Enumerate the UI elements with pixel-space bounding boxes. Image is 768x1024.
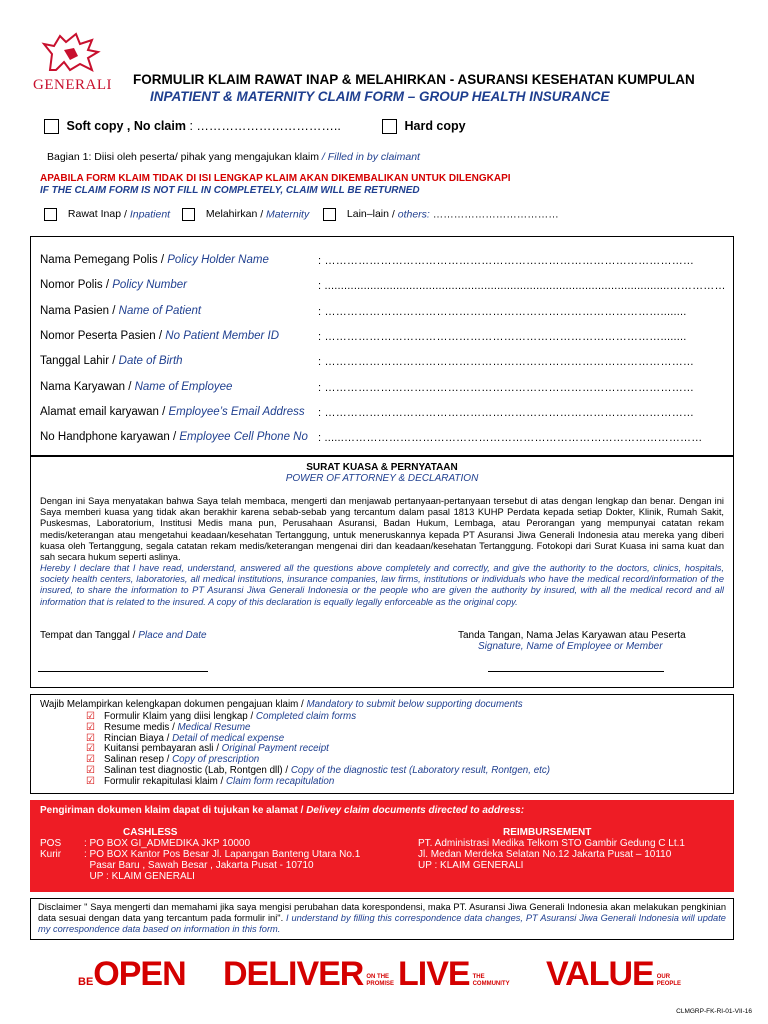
poa-title-indonesian: SURAT KUASA & PERNYATAAN — [306, 462, 458, 473]
field-label: Nomor Polis / Policy Number — [40, 279, 188, 291]
checked-box-icon: ☑ — [86, 732, 95, 744]
field-label: Nama Pemegang Polis / Policy Holder Name — [40, 254, 269, 266]
reimbursement-address-line: UP : KLAIM GENERALI — [418, 860, 524, 871]
poa-body-indonesian: Dengan ini Saya menyatakan bahwa Saya telah membaca, mengerti dan menjawab pertanyaan-pertanyaan tersebut di atas dengan lengkap dan benar. Dengan ini Saya memberi kuasa yang tidak akan berakhir karena sebab-sebab yang tercantum dalam pasal 1813 KUHP Perdata kepada setiap Dokter, Klinik, Rumah Sakit, Puskesmas, Laboratorium, Institusi Medis mana pun, Perusahaan Asuransi, Badan Hukum, Lembaga, atau Perorangan yang mempunyai catatan rekam medis/keterangan atau mengetahui keadaan/kesehatan Tertanggung, untuk meneruskannya kepada PT Asuransi Jiwa Generali Indonesia atau mereka yang diberi kuasa oleh Tertanggung, segala catatan rekam medis/keterangan mengenai diri dan keadaan/kesehatan Tertanggung. Fotokopi dari Surat Kuasa ini sama kuat dan sah secara hukum seperti aslinya. — [40, 496, 724, 563]
field-label: Nama Karyawan / Name of Employee — [40, 381, 233, 393]
section1-label: Bagian 1: Diisi oleh peserta/ pihak yang mengajukan klaim / Filled in by claimant — [47, 151, 420, 163]
footer-code: CLMGRP-FK-RI-01-VII-16 — [676, 1008, 752, 1015]
checked-box-icon: ☑ — [86, 775, 95, 787]
soft-copy-label: Soft copy , No claim — [66, 119, 186, 133]
generali-logo — [30, 30, 115, 93]
field-input[interactable]: : ……………………………………………………………………………………… — [318, 382, 695, 394]
maternity-checkbox[interactable] — [182, 208, 195, 221]
document-item: ☑ Rincian Biaya / Detail of medical expense — [86, 732, 285, 744]
field-label: No Handphone karyawan / Employee Cell Phone No — [40, 431, 308, 443]
checked-box-icon: ☑ — [86, 743, 95, 755]
soft-copy-dots: : …………………………….. — [189, 119, 341, 133]
field-label: Alamat email karyawan / Employee’s Email Address — [40, 406, 305, 418]
slogan-deliver: DELIVER ON THE PROMISE — [223, 955, 395, 993]
slogan-live: LIVE THE COMMUNITY — [398, 955, 510, 993]
documents-header: Wajib Melampirkan kelengkapan dokumen pengajuan klaim / Mandatory to submit below supporting documents — [40, 699, 523, 710]
kurir-label: Kurir — [40, 849, 62, 860]
slogan-be-open: BEOPEN — [78, 955, 186, 993]
others-checkbox[interactable] — [323, 208, 336, 221]
warning-indonesian: APABILA FORM KLAIM TIDAK DI ISI LENGKAP KLAIM AKAN DIKEMBALIKAN UNTUK DILENGKAPI — [40, 173, 511, 184]
claim-type-inpatient[interactable]: Rawat Inap / Inpatient — [44, 208, 170, 221]
cashless-address-line: UP : KLAIM GENERALI — [84, 871, 195, 882]
logo-text: GENERALI — [33, 77, 112, 93]
title-english: INPATIENT & MATERNITY CLAIM FORM – GROUP HEALTH INSURANCE — [150, 89, 610, 104]
poa-body-english: Hereby I declare that I have read, understand, answered all the questions above completely and correctly, and give the authority to the doctors, clinics, hospitals, society health centers, laboratories, all medical institutions, insurance companies, law firms, institutions or individuals who have the medical record/information of the insured, to share the information to PT Asuransi Jiwa Generali Indonesia or the people who are given the authority by insured, with all the medical record and all information that is related to the insured. A copy of this declaration is equally legally enforceable as the original copy. — [40, 563, 724, 607]
title-indonesian: FORMULIR KLAIM RAWAT INAP & MELAHIRKAN - ASURANSI KESEHATAN KUMPULAN — [133, 72, 695, 87]
reimbursement-address-line: PT. Administrasi Medika Telkom STO Gambir Gedung C Lt.1 — [418, 838, 685, 849]
pos-label: POS — [40, 838, 62, 849]
field-label: Nama Pasien / Name of Patient — [40, 305, 202, 317]
field-input[interactable]: : ……………………………………………………………………………………… — [318, 255, 695, 267]
signature-label-english: Signature, Name of Employee or Member — [478, 641, 663, 652]
place-date-line[interactable] — [38, 671, 208, 672]
checked-box-icon: ☑ — [86, 765, 95, 776]
cashless-address-line: : PO BOX GI_ADMEDIKA JKP 10000 — [84, 838, 251, 849]
document-item: ☑ Salinan test diagnostic (Lab, Rontgen dll) / Copy of the diagnostic test (Laboratory result, Rontgen, etc) — [86, 765, 551, 776]
document-item: ☑ Formulir rekapitulasi klaim / Claim form recapitulation — [86, 775, 335, 787]
document-item: ☑ Salinan resep / Copy of prescription — [86, 754, 260, 766]
document-item: ☑ Kuitansi pembayaran asli / Original Payment receipt — [86, 743, 329, 755]
lion-icon — [30, 30, 115, 74]
poa-title-english: POWER OF ATTORNEY & DECLARATION — [285, 473, 479, 484]
field-label: Nomor Peserta Pasien / No Patient Member ID — [40, 330, 280, 342]
document-item: ☑ Formulir Klaim yang diisi lengkap / Completed claim forms — [86, 711, 357, 722]
field-input[interactable]: : ......…………………………………………………………………………………… — [318, 432, 703, 444]
field-label: Tanggal Lahir / Date of Birth — [40, 355, 183, 367]
cashless-address-line: : PO BOX Kantor Pos Besar Jl. Lapangan Banteng Utara No.1 — [84, 849, 361, 860]
reimbursement-address-line: Jl. Medan Merdeka Selatan No.12 Jakarta Pusat – 10110 — [418, 849, 672, 860]
signature-label: Tanda Tangan, Nama Jelas Karyawan atau Peserta — [458, 630, 686, 641]
soft-copy-checkbox[interactable] — [44, 119, 59, 134]
checked-box-icon: ☑ — [86, 754, 95, 766]
cashless-address-line: Pasar Baru , Sawah Besar , Jakarta Pusat - 10710 — [84, 860, 314, 871]
hard-copy-checkbox[interactable] — [382, 119, 397, 134]
inpatient-checkbox[interactable] — [44, 208, 57, 221]
warning-english: IF THE CLAIM FORM IS NOT FILL IN COMPLETELY, CLAIM WILL BE RETURNED — [40, 185, 420, 196]
slogan-value: VALUE OUR PEOPLE — [546, 955, 682, 993]
claim-type-maternity[interactable]: Melahirkan / Maternity — [182, 208, 309, 221]
place-date-label: Tempat dan Tanggal / Place and Date — [40, 630, 207, 641]
signature-line[interactable] — [488, 671, 664, 672]
personal-info-box — [30, 236, 734, 456]
field-input[interactable]: : ……………………………………………………………………………………… — [318, 356, 695, 368]
disclaimer-text: Disclaimer " Saya mengerti dan memahami jika saya mengisi perubahan data korespondensi, maka PT. Asuransi Jiwa Generali Indonesia akan melakukan pengkinian data sesuai dengan data yang tercantum pada formulir ini". I understand by filling this correspondence data changes, PT Asuransi Jiwa Generali Indonesia will update my correspondence data based on information in this form. — [38, 902, 726, 934]
document-item: ☑ Resume medis / Medical Resume — [86, 721, 251, 733]
reimbursement-title: REIMBURSEMENT — [503, 827, 592, 838]
hard-copy-label: Hard copy — [404, 119, 466, 133]
checked-box-icon: ☑ — [86, 721, 95, 733]
claim-type-others[interactable]: Lain–lain / others: ……………………………… — [323, 208, 559, 221]
checked-box-icon: ☑ — [86, 711, 95, 722]
cashless-title: CASHLESS — [123, 827, 178, 838]
field-input[interactable]: : ..........................................................................................................…………… — [318, 280, 726, 292]
field-input[interactable]: : ……………………………………………………………………………………… — [318, 407, 695, 419]
delivery-header: Pengiriman dokumen klaim dapat di tujukan ke alamat / Delivey claim documents directed to address: — [40, 805, 525, 816]
field-input[interactable]: : ………………………………………………………………………………........ — [318, 331, 687, 343]
field-input[interactable]: : ………………………………………………………………………………........ — [318, 306, 687, 318]
